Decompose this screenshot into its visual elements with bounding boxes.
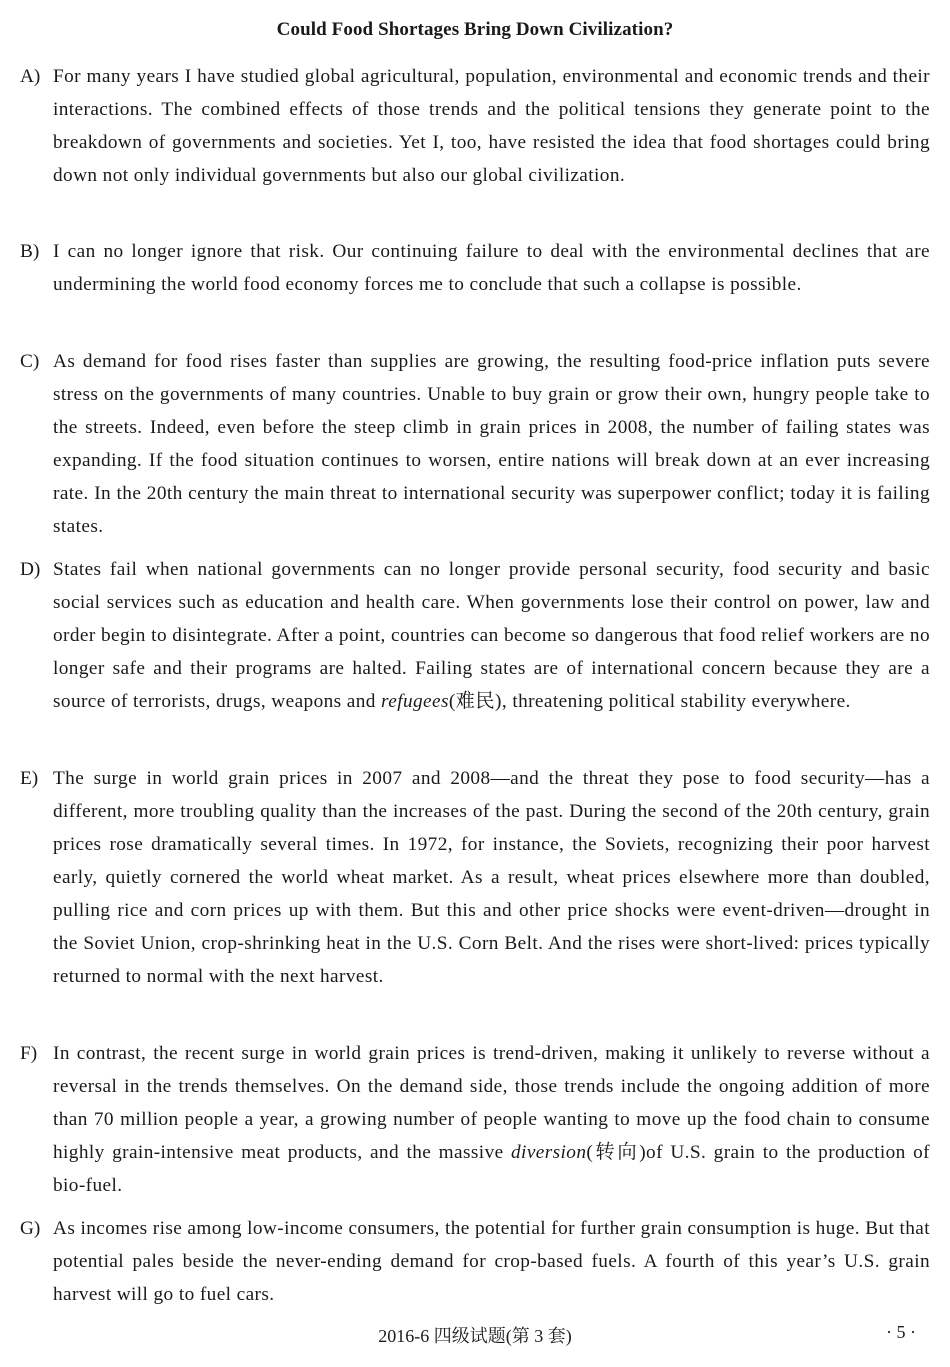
footer-exam-label: 2016-6 四级试题(第 3 套) [378, 1326, 572, 1346]
paragraph-f [20, 1037, 930, 1202]
paragraph-text-after: of U.S. grain to the production of bio-fuel. [53, 1142, 930, 1196]
page-number: · 5 · [886, 1322, 916, 1342]
paragraph-text [53, 1037, 930, 1202]
paragraph-text-after: , threatening political stability everywhere. [501, 691, 851, 712]
paragraph-b [20, 235, 930, 301]
document-title: Could Food Shortages Bring Down Civilization? [276, 19, 674, 40]
term-gloss: (转向) [586, 1142, 647, 1163]
paragraph-c [20, 345, 930, 543]
term-gloss: (难民) [448, 691, 502, 712]
paragraph-text: As demand for food rises faster than supplies are growing, the resulting food-price inflation puts severe stress on the governments of many countries. Unable to buy grain or grow their own, hungry people take to the streets. Indeed, even before the steep climb in grain prices in 2008, the number of failing states was expanding. If the food situation continues to worsen, entire nations will break down at an ever increasing rate. In the 20th century the main threat to international security was superpower conflict; today it is failing states. [53, 351, 930, 537]
paragraph-text: For many years I have studied global agricultural, population, environmental and economic trends and their interactions. The combined effects of those trends and the political tensions they generate point to the breakdown of governments and societies. Yet I, too, have resisted the idea that food shortages could bring down not only individual governments but also our global civilization. [53, 66, 930, 186]
paragraph-text-before: In contrast, the recent surge in world grain prices is trend-driven, making it unlikely to reverse without a reversal in the trends themselves. On the demand side, those trends include the ongoing addition of more than 70 million people a year, a growing number of people wanting to move up the food chain to consume highly grain-intensive meat products, and the massive [53, 1043, 930, 1163]
paragraph-d [20, 553, 930, 718]
paragraph-label: F) [20, 1043, 38, 1064]
paragraph-text: As incomes rise among low-income consumers, the potential for further grain consumption is huge. But that potential pales beside the never-ending demand for crop-based fuels. A fourth of this year’s U.S. grain harvest will go to fuel cars. [53, 1218, 930, 1305]
paragraph-label: D) [20, 559, 41, 580]
paragraph-text: I can no longer ignore that risk. Our continuing failure to deal with the environmental declines that are undermining the world food economy forces me to conclude that such a collapse is possible. [53, 241, 930, 295]
glossed-term: refugees [381, 691, 449, 712]
paragraph-label: C) [20, 351, 40, 372]
paragraph-label: B) [20, 241, 40, 262]
paragraph-a [20, 60, 930, 192]
paragraph-e [20, 762, 930, 993]
paragraph-label: E) [20, 768, 39, 789]
paragraph-text [53, 553, 930, 718]
glossed-term: diversion [511, 1142, 587, 1163]
paragraph-label: G) [20, 1218, 41, 1239]
paragraph-text-before: States fail when national governments can no longer provide personal security, food security and basic social services such as education and health care. When governments lose their control on power, law and order begin to disintegrate. After a point, countries can become so dangerous that food relief workers are no longer safe and their programs are halted. Failing states are of international concern because they are a source of terrorists, drugs, weapons and [53, 559, 930, 712]
paragraph-g [20, 1212, 930, 1311]
paragraph-text: The surge in world grain prices in 2007 and 2008—and the threat they pose to food security—has a different, more troubling quality than the increases of the past. During the second of the 20th century, grain prices rose dramatically several times. In 1972, for instance, the Soviets, recognizing their poor harvest early, quietly cornered the world wheat market. As a result, wheat prices elsewhere more than doubled, pulling rice and corn prices up with them. But this and other price shocks were event-driven—drought in the Soviet Union, crop-shrinking heat in the U.S. Corn Belt. And the rises were short-lived: prices typically returned to normal with the next harvest. [53, 768, 930, 987]
paragraph-label: A) [20, 66, 41, 87]
